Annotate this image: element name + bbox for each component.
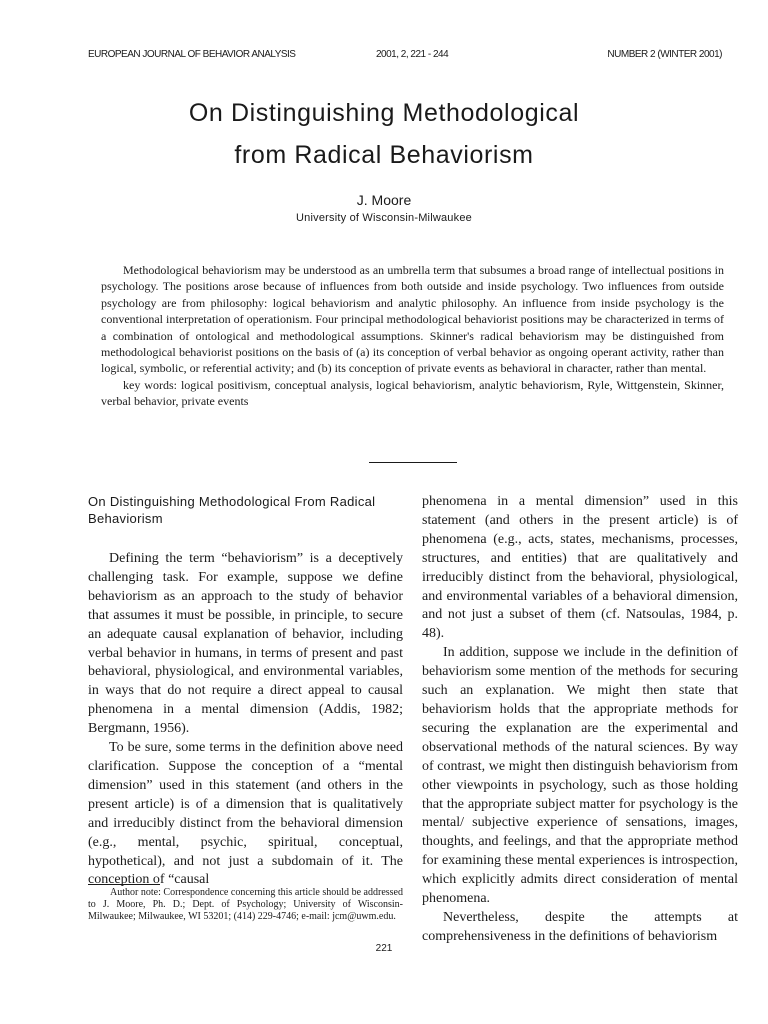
abstract (101, 262, 724, 410)
issue-info: NUMBER 2 (WINTER 2001) (607, 49, 722, 60)
journal-name: EUROPEAN JOURNAL OF BEHAVIOR ANALYSIS (88, 49, 296, 60)
abstract-body: Methodological behaviorism may be understood as an umbrella term that subsumes a broad range of intellectual positions in psychology. The positions arose because of influences from both outside and inside psychology. Two influences from outside psychology are from philosophy: logical behaviorism and analytic philosophy. An influence from inside psychology is the conventional interpretation of operationism. Four principal methodological behaviorist positions may be characterized in terms of a combination of ontological and methodological assumptions. Skinner's radical behaviorism may be distinguished from methodological behaviorist positions on the basis of (a) its conception of verbal behavior as ongoing operant activity, rather than logical, symbolic, or referential activity; and (b) its conception of private events as behavioral in character, rather than mental. (101, 263, 724, 376)
title-line-2: from Radical Behaviorism (234, 141, 534, 169)
page-number: 221 (375, 943, 393, 954)
article-title (0, 92, 768, 176)
volume-pages: 2001, 2, 221 - 244 (376, 49, 449, 60)
section-divider (369, 462, 457, 463)
body-paragraph: Defining the term “behaviorism” is a deceptively challenging task. For example, suppose we define behaviorism as an approach to the study of behavior that assumes it must be possible, in principle, to secure an adequate causal explanation of behavior, including verbal behavior in humans, in terms of present and past behavioral, physiological, and environmental variables, in ways that do not require a direct appeal to causal phenomena in a mental dimension (Addis, 1982; Bergmann, 1956). (88, 551, 403, 737)
running-head (88, 49, 722, 63)
body-paragraph-continued: phenomena in a mental dimension” used in this statement (and others in the present article) is of phenomena (e.g., acts, states, mechanisms, processes, structures, and entities) that are qualitatively and irreducibly distinct from the behavioral, physiological, and environmental variables of a behavioral dimension, and not just a subset of them (cf. Natsoulas, 1984, p. 48). (422, 494, 738, 642)
author-note (88, 887, 403, 923)
section-heading: On Distinguishing Methodological From Radical Behaviorism (88, 494, 376, 526)
body-paragraph: In addition, suppose we include in the definition of behaviorism some mention of the methods for securing such an explanation. We might then state that behaviorism holds that the appropriate methods for securing the explanation are the experimental and observational methods of the natural sciences. By way of contrast, we might then distinguish behaviorism from other viewpoints in psychology, such as those holding that the appropriate subject matter for psychology is the mental/ subjective experience of sensations, images, thoughts, and feelings, and that the appropriate method for examining these mental experiences is introspection, which explicitly admits direct consideration of mental phenomena. (422, 645, 738, 907)
footnote-text: Author note: Correspondence concerning this article should be addressed to J. Moore, Ph. D.; Dept. of Psychology; University of Wisconsin-Milwaukee; Milwaukee, WI 53201; (414) 229-4746; e-mail: jcm@uwm.edu. (88, 887, 403, 922)
author-name: J. Moore (356, 192, 412, 208)
footnote-rule (88, 884, 160, 885)
body-paragraph: Nevertheless, despite the attempts at comprehensiveness in the definitions of behaviorism (422, 909, 738, 944)
title-line-1: On Distinguishing Methodological (188, 99, 580, 127)
author-affiliation: University of Wisconsin-Milwaukee (296, 212, 472, 224)
body-paragraph: To be sure, some terms in the definition above need clarification. Suppose the conception of a “mental dimension” used in this statement (and others in the present article) is of a dimension that is qualitatively and irreducibly distinct from the behavioral dimension (e.g., mental, psychic, spiritual, conceptual, hypothetical), and not just a subdomain of it. The conception of “causal (88, 740, 403, 888)
left-column (88, 493, 403, 890)
right-column (422, 493, 738, 947)
abstract-keywords: key words: logical positivism, conceptual analysis, logical behaviorism, analytic behaviorism, Ryle, Wittgenstein, Skinner, verbal behavior, private events (101, 377, 724, 409)
